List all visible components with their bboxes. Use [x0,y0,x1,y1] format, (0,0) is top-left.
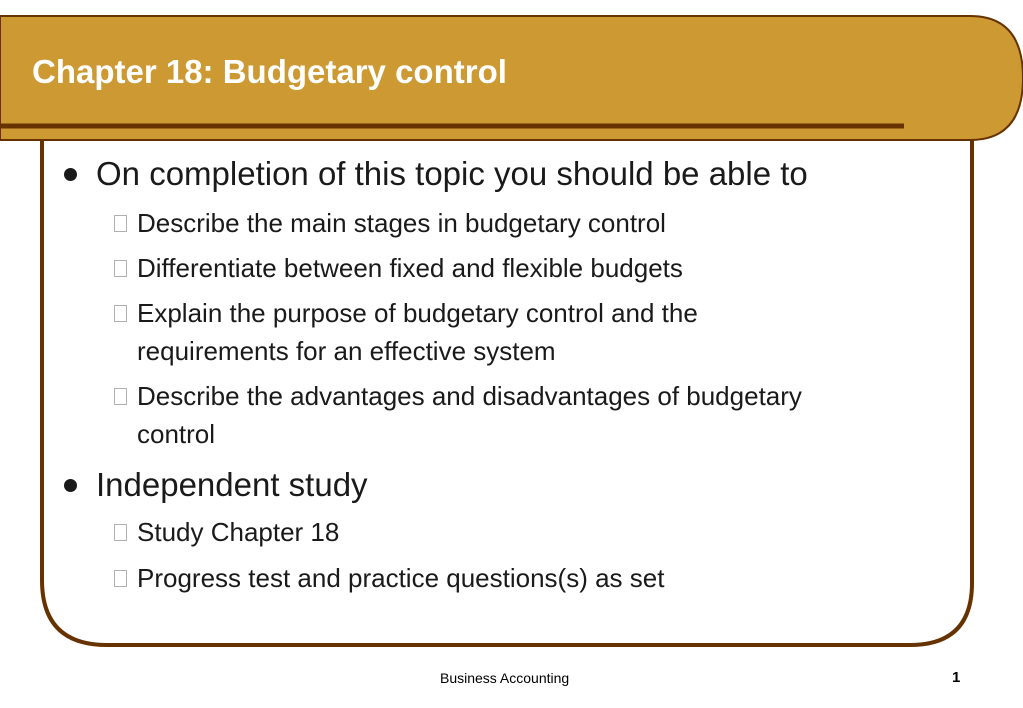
box-bullet-icon [114,388,127,405]
box-bullet-icon [114,260,127,277]
box-bullet-icon [114,570,127,587]
bullet-text: On completion of this topic you should be able to [96,155,808,192]
sub-bullet-text-line2: control [137,419,216,449]
sub-bullet-study-chapter [0,513,1023,551]
bullet-independent-study [0,466,1023,504]
filled-circle-bullet-icon [64,479,77,492]
box-bullet-icon [114,215,127,232]
sub-bullet-text: Differentiate between fixed and flexible budgets [137,253,683,283]
bullet-text: Independent study [96,466,368,503]
box-bullet-icon [114,305,127,322]
slide-title: Chapter 18: Budgetary control [32,53,507,90]
page-number: 1 [952,669,961,686]
sub-bullet-main-stages [0,204,1023,242]
bullet-learning-objectives [0,155,1023,193]
sub-bullet-advantages [0,377,1023,453]
sub-bullet-purpose [0,294,1023,370]
sub-bullet-progress-test [0,559,1023,597]
sub-bullet-text-line1: Describe the advantages and disadvantages of budgetary [137,381,802,411]
sub-bullet-text: Describe the main stages in budgetary control [137,208,666,238]
sub-bullet-text: Progress test and practice questions(s) as set [137,563,665,593]
sub-bullet-text-line2: requirements for an effective system [137,336,556,366]
sub-bullet-fixed-flexible [0,249,1023,287]
box-bullet-icon [114,524,127,541]
sub-bullet-text: Study Chapter 18 [137,517,340,547]
filled-circle-bullet-icon [64,168,77,181]
footer-text: Business Accounting [440,670,570,686]
sub-bullet-text-line1: Explain the purpose of budgetary control and the [137,298,698,328]
